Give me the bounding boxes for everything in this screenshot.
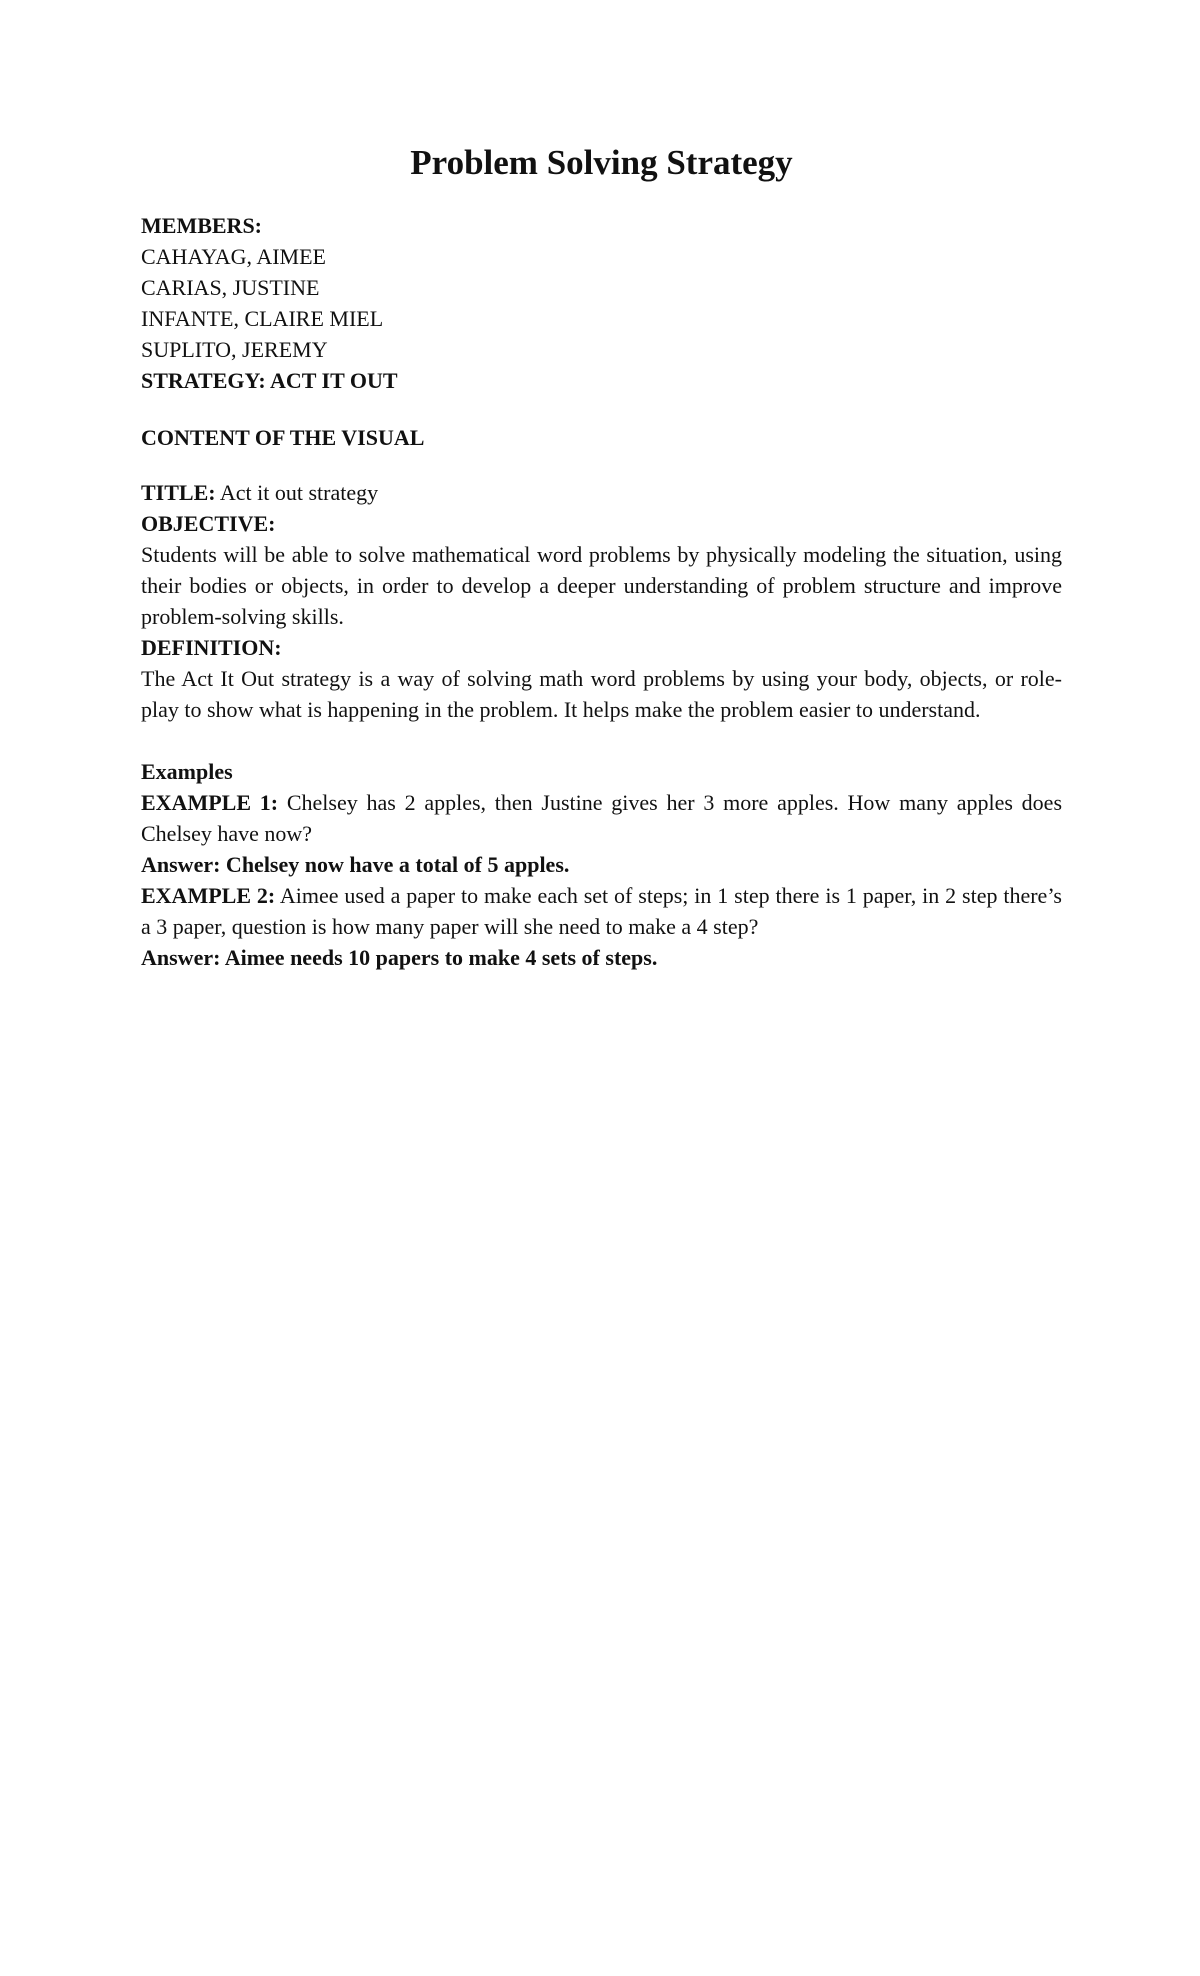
document-title: Problem Solving Strategy <box>410 143 793 182</box>
members-label: MEMBERS: <box>141 213 262 238</box>
title-line <box>141 477 1062 508</box>
example-2 <box>141 880 1062 942</box>
spacer <box>141 453 1062 477</box>
member-4: SUPLITO, JEREMY <box>141 337 328 362</box>
title-label: TITLE: <box>141 480 216 505</box>
definition-text: The Act It Out strategy is a way of solving math word problems by using your body, objects, or role-play to show what is happening in the problem. It helps make the problem easier to understand. <box>141 666 1062 722</box>
objective-text: Students will be able to solve mathematical word problems by physically modeling the situation, using their bodies or objects, in order to develop a deeper understanding of problem structure and improve problem-solving skills. <box>141 542 1062 629</box>
example-1-text: Chelsey has 2 apples, then Justine gives her 3 more apples. How many apples does Chelsey have now? <box>141 790 1063 846</box>
answer-2: Answer: Aimee needs 10 papers to make 4 sets of steps. <box>141 945 658 970</box>
answer-1: Answer: Chelsey now have a total of 5 apples. <box>141 852 570 877</box>
examples-heading: Examples <box>141 759 233 784</box>
example-1 <box>141 787 1062 849</box>
spacer <box>141 396 1062 422</box>
spacer <box>141 725 1062 756</box>
definition-label: DEFINITION: <box>141 635 282 660</box>
member-2: CARIAS, JUSTINE <box>141 275 320 300</box>
title-value: Act it out strategy <box>215 480 379 505</box>
example-2-label: EXAMPLE 2: <box>141 883 276 908</box>
document-page <box>141 140 1062 973</box>
example-1-label: EXAMPLE 1: <box>141 790 279 815</box>
objective-label: OBJECTIVE: <box>141 511 276 536</box>
member-1: CAHAYAG, AIMEE <box>141 244 326 269</box>
strategy-line: STRATEGY: ACT IT OUT <box>141 368 398 393</box>
example-2-text: Aimee used a paper to make each set of steps; in 1 step there is 1 paper, in 2 step there’s a 3 paper, question is how many paper will she need to make a 4 step? <box>141 883 1062 939</box>
member-3: INFANTE, CLAIRE MIEL <box>141 306 384 331</box>
content-heading: CONTENT OF THE VISUAL <box>141 425 425 450</box>
